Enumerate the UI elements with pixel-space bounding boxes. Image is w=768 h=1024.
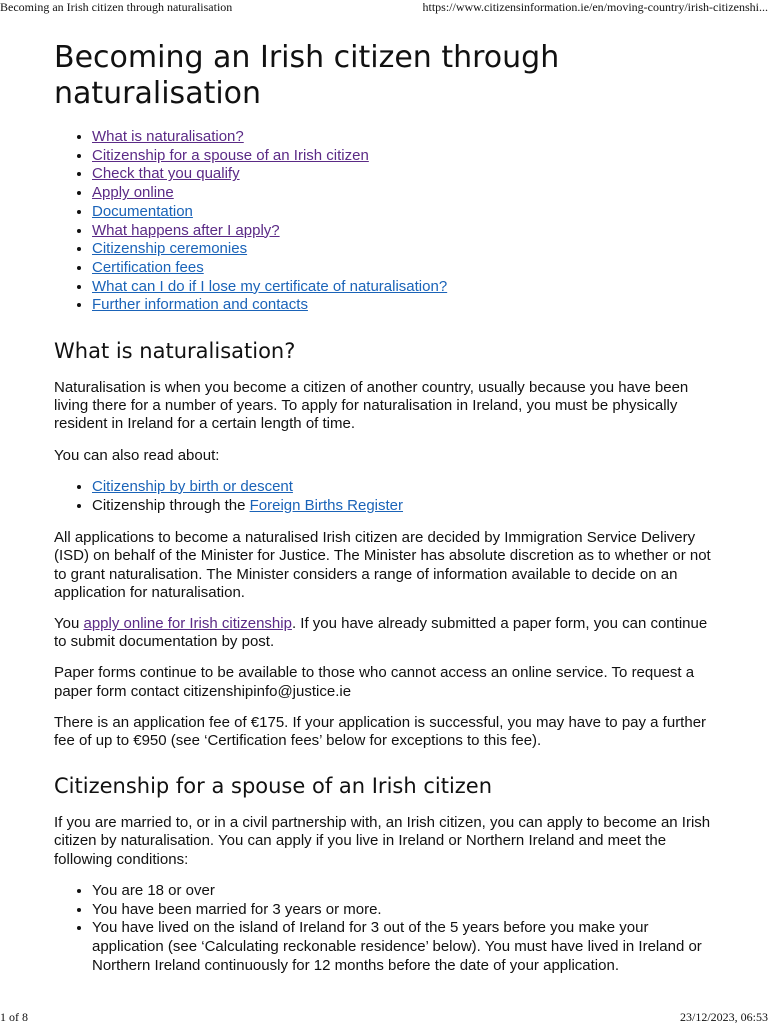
print-datetime: 23/12/2023, 06:53 [679, 1010, 768, 1024]
paragraph-text: . If you have already submitted a paper form, you can continue to submit documentation by post. [54, 615, 708, 651]
paragraph: If you are married to, or in a civil partnership with, an Irish citizen, you can apply to become an Irish citizen by naturalisation. You can apply if you live in Ireland or Northern Ireland and meet the following conditions: [54, 814, 711, 868]
table-of-contents [54, 128, 720, 315]
print-header-title: Becoming an Irish citizen through naturalisation [0, 0, 233, 14]
page-title [54, 40, 720, 112]
toc-link-lost-certificate[interactable]: What can I do if I lose my certificate of naturalisation? [92, 277, 448, 295]
toc-link-what-happens-after[interactable]: What happens after I apply? [92, 221, 280, 239]
toc-item [92, 203, 720, 222]
toc-item [92, 165, 720, 184]
print-footer [0, 1010, 768, 1024]
page-title-line2: naturalisation [54, 76, 262, 111]
toc-item [92, 128, 720, 147]
toc-link-further-information[interactable]: Further information and contacts [92, 296, 308, 314]
toc-item [92, 259, 720, 278]
list-item: • You have lived on the island of Ireland for 3 out of the 5 years before you make your application (see ‘Calculating reckonable residence’ below). You must have lived in Ireland or Northern Ireland continuously for 12 months before the date of your application. [92, 919, 720, 975]
link-foreign-births-register[interactable]: Foreign Births Register [249, 496, 404, 514]
list-item [92, 478, 720, 497]
list-item-text: Citizenship through the [92, 496, 250, 514]
related-reading-list [54, 478, 720, 515]
paragraph-text: You [54, 615, 84, 633]
print-header [0, 0, 768, 16]
paragraph: Naturalisation is when you become a citizen of another country, usually because you have been living there for a number of years. To apply for naturalisation in Ireland, you must be physically resident in Ireland for a certain length of time. [54, 379, 689, 433]
paragraph: Paper forms continue to be available to those who cannot access an online service. To request a paper form contact citizenshipinfo@justice.ie [54, 664, 695, 700]
section-heading-what-is-naturalisation: What is naturalisation? [54, 339, 296, 364]
conditions-list [54, 882, 720, 976]
toc-link-certification-fees[interactable]: Certification fees [92, 258, 204, 276]
toc-link-check-qualify[interactable]: Check that you qualify [92, 165, 240, 183]
toc-link-apply-online[interactable]: Apply online [92, 184, 174, 202]
toc-link-what-is-naturalisation[interactable]: What is naturalisation? [92, 128, 244, 145]
page-number: 1 of 8 [0, 1010, 28, 1024]
toc-item [92, 240, 720, 259]
list-item: • You have been married for 3 years or more. [92, 901, 720, 920]
link-apply-online-citizenship[interactable]: apply online for Irish citizenship [83, 615, 292, 633]
toc-link-documentation[interactable]: Documentation [92, 202, 193, 220]
paragraph: There is an application fee of €175. If your application is successful, you may have to pay a further fee of up to €950 (see ‘Certification fees’ below for exceptions to this fee). [54, 713, 707, 750]
list-item: • You are 18 or over [92, 882, 720, 901]
toc-item [92, 296, 720, 315]
paragraph [54, 615, 720, 651]
toc-link-ceremonies[interactable]: Citizenship ceremonies [92, 240, 248, 258]
section-heading-spouse-citizenship: Citizenship for a spouse of an Irish citizen [54, 774, 493, 799]
link-citizenship-by-birth[interactable]: Citizenship by birth or descent [92, 477, 293, 495]
paragraph: All applications to become a naturalised Irish citizen are decided by Immigration Service Delivery (ISD) on behalf of the Minister for Justice. The Minister has absolute discretion as to whether or not to grant naturalisation. The Minister considers a range of information available to decide on an application for naturalisation. [54, 529, 711, 601]
toc-item [92, 147, 720, 166]
toc-item [92, 184, 720, 203]
article [54, 40, 720, 989]
toc-item [92, 278, 720, 297]
page-title-line1: Becoming an Irish citizen through [54, 40, 560, 75]
list-item [92, 497, 720, 516]
toc-item [92, 222, 720, 241]
print-header-url: https://www.citizensinformation.ie/en/moving-country/irish-citizenshi... [422, 0, 768, 14]
toc-link-spouse-citizenship[interactable]: Citizenship for a spouse of an Irish citizen [92, 146, 369, 164]
paragraph: You can also read about: [54, 446, 220, 464]
